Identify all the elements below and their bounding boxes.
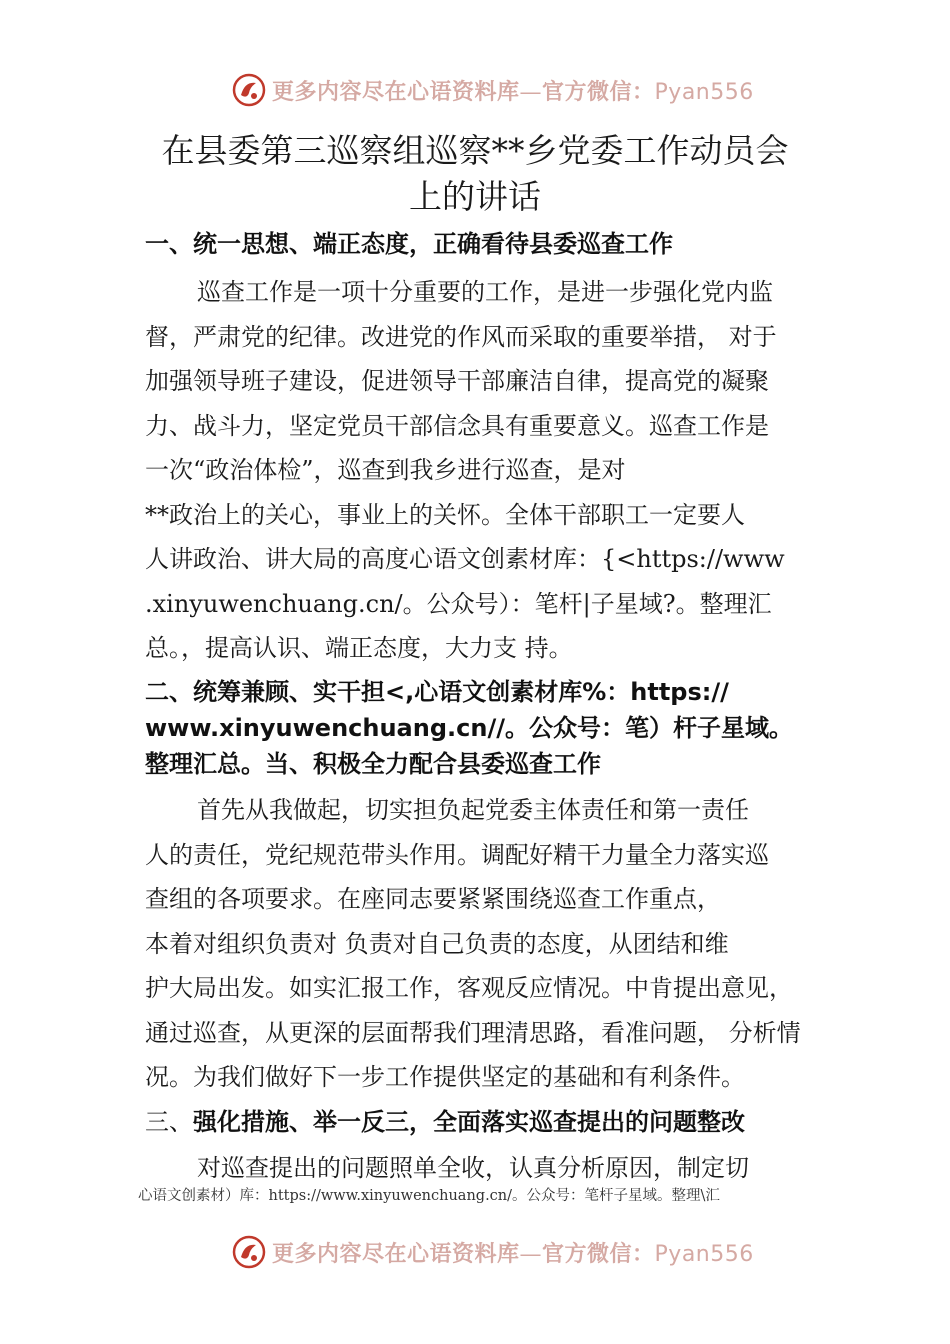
brand-logo-icon xyxy=(232,1235,266,1269)
brand-logo-icon xyxy=(232,73,266,107)
paragraph-line: 力、战斗力，坚定党员干部信念具有重要意义。巡查工作是 xyxy=(145,411,769,440)
paragraph-line: 督，严肃党的纪律。改进党的作风而采取的重要举措， 对于 xyxy=(145,322,777,351)
paragraph-line: 查组的各项要求。在座同志要紧紧围绕巡查工作重点， xyxy=(145,885,721,913)
section-1-body xyxy=(145,270,835,671)
section-2-body xyxy=(145,788,835,1100)
section-1-heading: 一、统一思想、端正态度，正确看待县委巡查工作 xyxy=(145,230,673,258)
section-3-heading-number: 三、 xyxy=(145,1108,193,1136)
section-3-heading xyxy=(145,1104,835,1140)
banner-text xyxy=(272,75,754,106)
banner-text-part1: 更多内容尽在心语资料库 xyxy=(272,78,520,105)
section-2-heading-line: 整理汇总。当、积极全力配合县委巡查工作 xyxy=(145,750,601,778)
paragraph-line: 况。为我们做好下一步工作提供坚定的基础和有利条件。 xyxy=(145,1063,745,1091)
banner-text-part2: 官方微信： xyxy=(542,78,655,105)
paragraph-line: 巡查工作是一项十分重要的工作，是进一步强化党内监 xyxy=(197,278,773,306)
document-title xyxy=(100,128,850,220)
paragraph-line: 人讲政治、讲大局的高度心语文创素材库：{<https://www xyxy=(145,545,785,573)
section-3-heading-text: 强化措施、举一反三，全面落实巡查提出的问题整改 xyxy=(193,1108,745,1136)
section-2-heading-line: 二、统筹兼顾、实干担<,心语文创素材库%：https:// xyxy=(145,678,729,706)
paragraph-line: **政治上的关心，事业上的关怀。全体干部职工一定要人 xyxy=(145,500,745,529)
banner-text xyxy=(272,1237,754,1268)
paragraph-line: 对巡查提出的问题照单全收，认真分析原因，制定切 xyxy=(197,1154,749,1182)
header-banner xyxy=(0,60,950,120)
section-2-heading-line: www.xinyuwenchuang.cn//。公众号：笔）杆子星域。 xyxy=(145,714,793,742)
paragraph-line: 首先从我做起，切实担负起党委主体责任和第一责任 xyxy=(197,796,749,824)
title-line-2: 上的讲话 xyxy=(409,177,541,216)
banner-dash: — xyxy=(519,1241,543,1267)
paragraph-line: 一次“政治体检”，巡查到我乡进行巡查，是对 xyxy=(145,456,626,484)
paragraph-line: 人的责任，党纪规范带头作用。调配好精干力量全力落实巡 xyxy=(145,840,769,869)
banner-content xyxy=(232,1222,754,1282)
banner-text-part2: 官方微信： xyxy=(542,1240,655,1267)
section-2-heading xyxy=(145,674,835,782)
paragraph-line: 总。，提高认识、端正态度，大力支 持。 xyxy=(145,634,573,662)
page-footer-note: 心语文创素材）库：https://www.xinyuwenchuang.cn/。公众号：笔杆子星域。整理\汇 xyxy=(138,1188,720,1204)
banner-content xyxy=(232,60,754,120)
banner-text-part1: 更多内容尽在心语资料库 xyxy=(272,1240,520,1267)
paragraph-line: 加强领导班子建设，促进领导干部廉洁自律，提高党的凝聚 xyxy=(145,367,769,395)
paragraph-line: 本着对组织负责对 负责对自己负责的态度，从团结和维 xyxy=(145,929,729,958)
paragraph-line: .xinyuwenchuang.cn/。公众号）：笔杆|子星域?。整理汇 xyxy=(145,589,772,618)
banner-wechat-id: Pyan556 xyxy=(654,79,754,105)
footer-banner xyxy=(0,1222,950,1282)
paragraph-line: 护大局出发。如实汇报工作，客观反应情况。中肯提出意见， xyxy=(145,974,793,1002)
paragraph-line: 通过巡查，从更深的层面帮我们理清思路，看准问题， 分析情 xyxy=(145,1018,801,1047)
banner-wechat-id: Pyan556 xyxy=(654,1241,754,1267)
banner-dash: — xyxy=(519,79,543,105)
title-line-1: 在县委第三巡察组巡察**乡党委工作动员会 xyxy=(161,131,789,170)
